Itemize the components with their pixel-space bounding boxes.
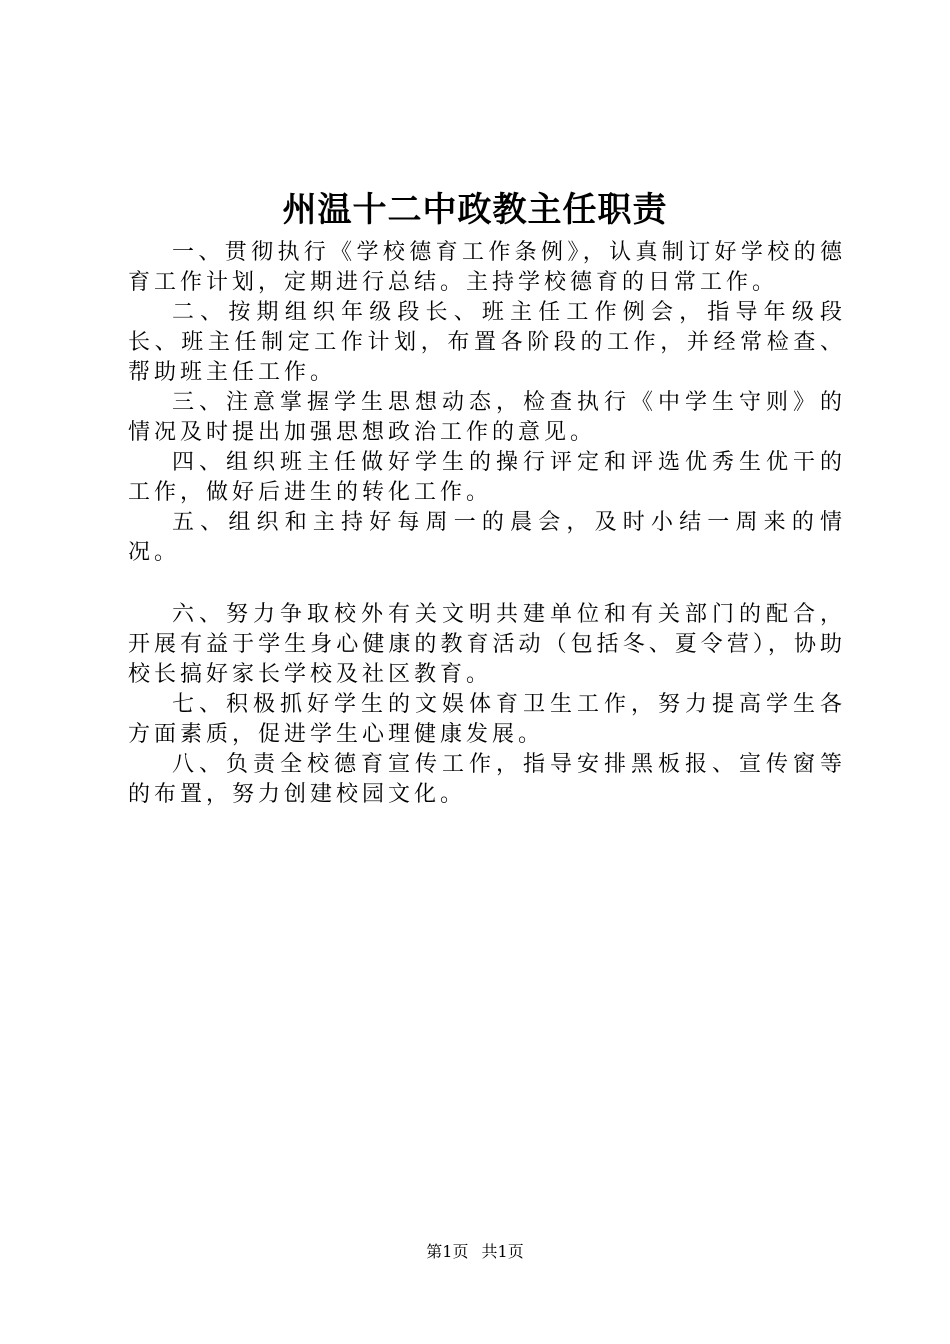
page-number: 第1页 [426,1242,469,1261]
paragraph-3: 三、注意掌握学生思想动态，检查执行《中学生守则》的情况及时提出加强思想政治工作的意见。 [128,390,846,445]
paragraph-5: 五、组织和主持好每周一的晨会，及时小结一周来的情况。 [128,510,846,565]
paragraph-8: 八、负责全校德育宣传工作，指导安排黑板报、宣传窗等的布置，努力创建校园文化。 [128,752,846,807]
page-total: 共1页 [481,1242,524,1261]
paragraph-4: 四、组织班主任做好学生的操行评定和评选优秀生优干的工作，做好后进生的转化工作。 [128,450,846,505]
document-body [128,238,846,810]
paragraph-gap [128,568,846,600]
document-title: 州温十二中政教主任职责 [282,190,668,230]
paragraph-7: 七、积极抓好学生的文娱体育卫生工作，努力提高学生各方面素质，促进学生心理健康发展。 [128,692,846,747]
paragraph-1: 一、贯彻执行《学校德育工作条例》，认真制订好学校的德育工作计划，定期进行总结。主持学校德育的日常工作。 [128,240,846,295]
page-footer [0,1240,950,1264]
paragraph-6: 六、努力争取校外有关文明共建单位和有关部门的配合，开展有益于学生身心健康的教育活动（包括冬、夏令营），协助校长搞好家长学校及社区教育。 [128,602,846,687]
paragraph-2: 二、按期组织年级段长、班主任工作例会，指导年级段长、班主任制定工作计划，布置各阶段的工作，并经常检查、帮助班主任工作。 [128,300,846,385]
